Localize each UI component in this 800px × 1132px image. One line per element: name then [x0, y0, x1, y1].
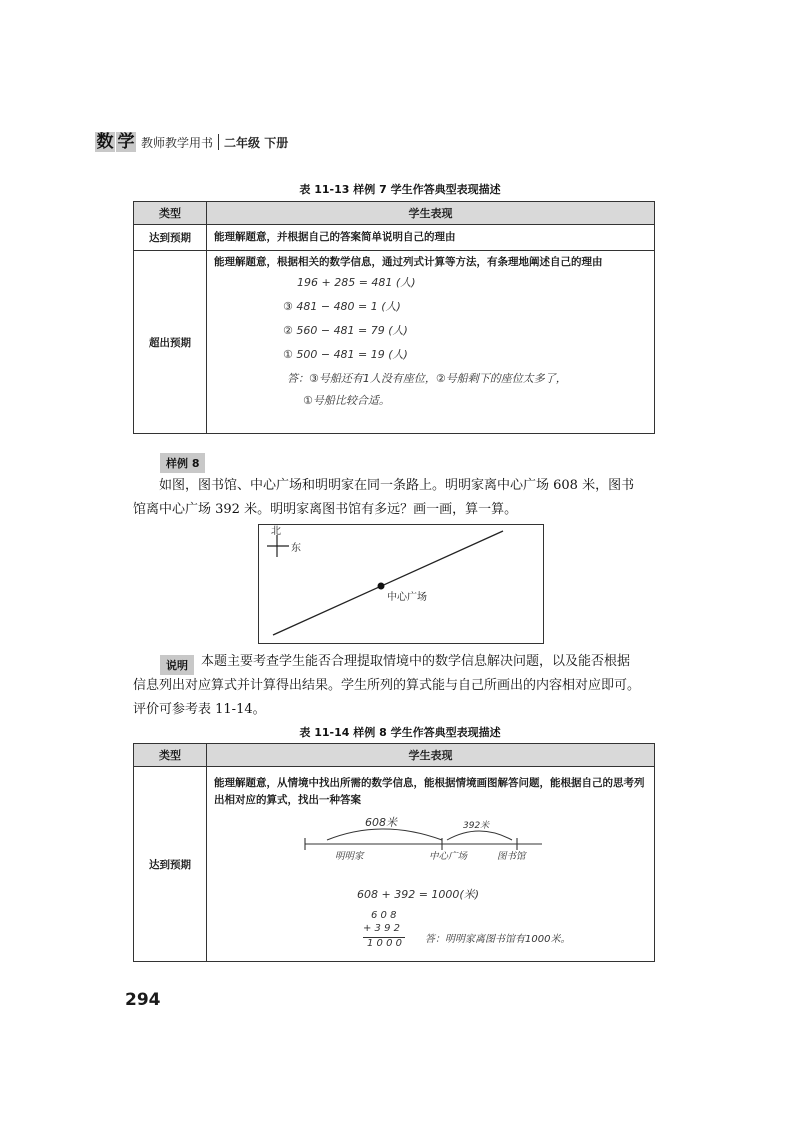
hw-equation: 608 + 392 = 1000(米) [357, 888, 479, 901]
hw-brace [447, 831, 512, 840]
table-row [134, 767, 655, 962]
table-header-row [134, 744, 655, 767]
col-header-type: 类型 [134, 202, 207, 225]
header-divider [218, 134, 219, 150]
example8-problem-line2: 馆离中心广场 392 米。明明家离图书馆有多远？画一画，算一算。 [133, 502, 518, 517]
table1-caption: 表 11-13 样例 7 学生作答典型表现描述 [299, 183, 501, 196]
explanation-line2: 信息列出对应算式并计算得出结果。学生所列的算式能与自己所画出的内容相对应即可。 [133, 678, 641, 693]
col-header-type: 类型 [134, 744, 207, 767]
page-header [95, 130, 288, 154]
explanation-line3: 评价可参考表 11-14。 [133, 702, 266, 717]
col-header-performance: 学生表现 [207, 744, 655, 767]
hw-vertical-calc: 6 0 8 [371, 910, 397, 921]
hw-line: ② 560 − 481 = 79 (人) [283, 324, 408, 337]
compass-east: 东 [291, 543, 301, 554]
hw-answer: 答：③号船还有1人没有座位，②号船剩下的座位太多了， [287, 372, 567, 385]
page-number: 294 [125, 990, 161, 1010]
col-header-performance: 学生表现 [207, 202, 655, 225]
row-text-cell [207, 225, 655, 251]
compass-north: 北 [271, 526, 281, 537]
row-type: 超出预期 [134, 251, 207, 434]
hw-line-diagram [207, 812, 653, 872]
hw-line: 196 + 285 = 481 (人) [297, 276, 416, 289]
book-title: 教师教学用书 [141, 135, 214, 150]
table-row [134, 225, 655, 251]
brand-logo [95, 132, 137, 152]
example8-tag: 样例 8 [160, 453, 205, 473]
hw-place: 中心广场 [429, 851, 468, 862]
hw-line: ③ 481 − 480 = 1 (人) [283, 300, 401, 313]
row-text: 能理解题意，并根据自己的答案简单说明自己的理由 [214, 231, 456, 243]
hw-answer: ①号船比较合适。 [303, 394, 390, 407]
table-header-row [134, 202, 655, 225]
hw-distance: 392米 [463, 821, 490, 831]
example8-problem-line1: 如图，图书馆、中心广场和明明家在同一条路上。明明家离中心广场 608 米，图书 [159, 478, 635, 493]
road-svg [259, 525, 543, 643]
road-line [273, 531, 503, 635]
grade-label: 二年级 下册 [224, 135, 289, 150]
example8-tag-wrap [160, 452, 205, 473]
center-label: 中心广场 [387, 592, 427, 603]
hw-place: 图书馆 [497, 851, 526, 862]
center-point [378, 583, 385, 590]
row-text: 能理解题意，根据相关的数学信息，通过列式计算等方法，有条理地阐述自己的理由 [214, 256, 603, 268]
handwritten-work [207, 274, 654, 414]
brand-char: 数 [96, 132, 114, 152]
hw-place: 明明家 [335, 851, 364, 862]
hw-vertical-calc: 1 0 0 0 [367, 938, 402, 949]
explanation-tag: 说明 [160, 655, 194, 675]
brand-char: 学 [117, 132, 135, 152]
table2 [133, 743, 655, 962]
hw-brace [327, 829, 442, 840]
explanation-tag-wrap [160, 654, 194, 675]
row-text-cell [207, 251, 655, 434]
handwritten-work [207, 812, 654, 952]
hw-distance: 608米 [365, 816, 397, 829]
row-type: 达到预期 [134, 767, 207, 962]
table-row [134, 251, 655, 434]
hw-answer: 答：明明家离图书馆有1000米。 [425, 934, 571, 945]
table1 [133, 201, 655, 434]
row-text-cell [207, 767, 655, 962]
hw-vertical-calc: + 3 9 2 [363, 923, 401, 934]
row-type: 达到预期 [134, 225, 207, 251]
hw-line: ① 500 − 481 = 19 (人) [283, 348, 408, 361]
explanation-line1: 本题主要考查学生能否合理提取情境中的数学信息解决问题，以及能否根据 [201, 654, 631, 669]
road-diagram [258, 524, 544, 644]
row-text: 能理解题意，从情境中找出所需的数学信息，能根据情境画图解答问题，能根据自己的思考列出相对应的算式，找出一种答案 [214, 777, 645, 806]
table2-caption: 表 11-14 样例 8 学生作答典型表现描述 [299, 726, 501, 739]
